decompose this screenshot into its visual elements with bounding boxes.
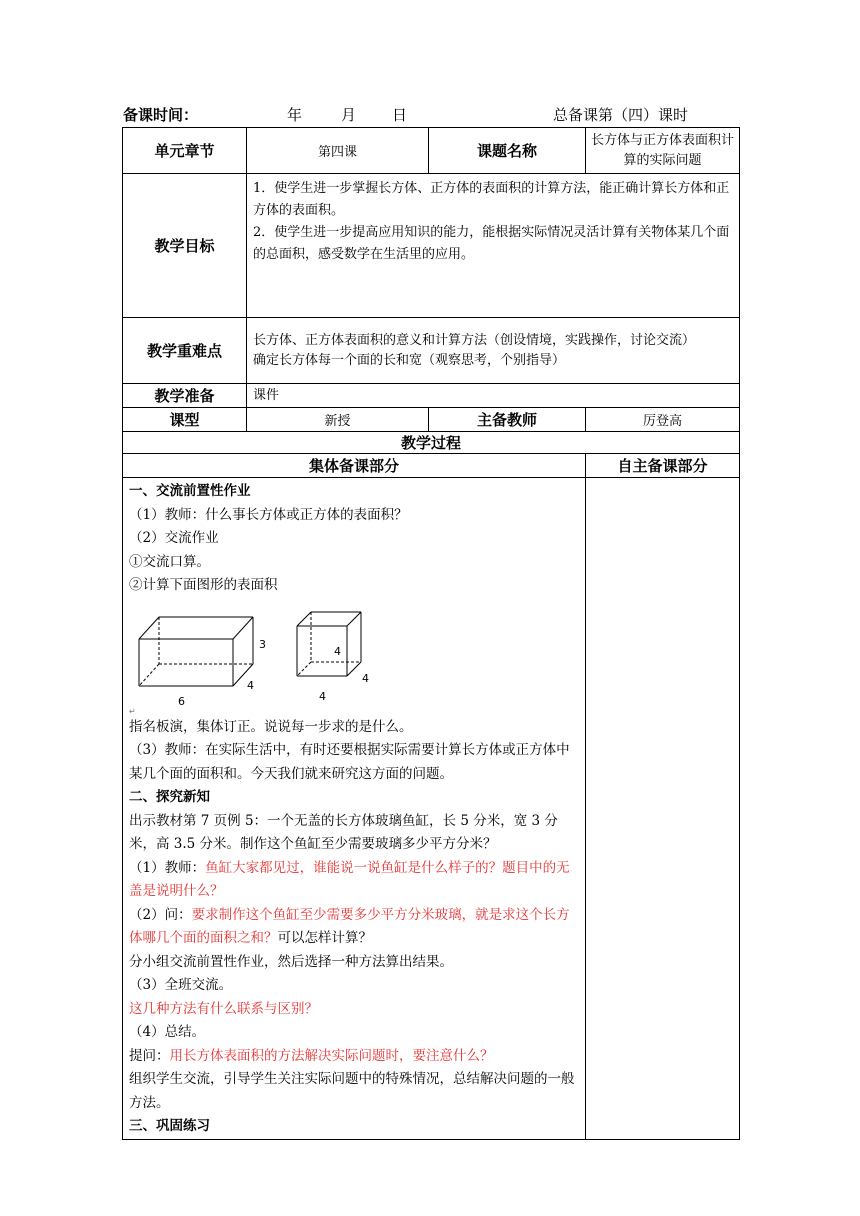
group-prep-content [123, 478, 586, 1140]
prep-label: 教学准备 [123, 384, 247, 408]
cuboid-width-label: 4 [247, 678, 254, 692]
unit-label: 单元章节 [123, 128, 247, 174]
s2-line-7: （4）总结。 [129, 1024, 206, 1040]
s2-line-2 [129, 857, 579, 904]
month-label: 月 [341, 106, 357, 124]
s1-line-6: （3）教师：在实际生活中，有时还要根据实际需要计算长方体或正方体中某几个面的面积和。今天我们就来研究这方面的问题。 [129, 742, 570, 782]
s2-line-1: 出示教材第 7 页例 5：一个无盖的长方体玻璃鱼缸，长 5 分米，宽 3 分米，高 3.5 分米。制作这个鱼缸至少需要玻璃多少平方分米？ [129, 812, 558, 852]
s2-line-6: 这几种方法有什么联系与区别？ [129, 1000, 318, 1017]
lesson-total: 总备课第（四）课时 [553, 106, 689, 124]
s2-line-3-prefix: （2）问： [129, 906, 192, 923]
cube-side-label: 4 [362, 671, 369, 685]
unit-value: 第四课 [247, 128, 429, 174]
s2-line-5: （3）全班交流。 [129, 977, 233, 993]
s2-line-2-prefix: （1）教师： [129, 859, 206, 876]
s1-line-4: ②计算下面图形的表面积 [129, 577, 278, 593]
section-2-title: 二、探究新知 [129, 789, 210, 805]
section-1-title: 一、交流前置性作业 [129, 483, 251, 499]
cube-figure [297, 612, 361, 676]
key-point-1: 长方体、正方体表面积的意义和计算方法（创设情境，实践操作，讨论交流） [253, 332, 696, 348]
group-prep-label: 集体备课部分 [123, 454, 586, 478]
s2-line-8 [129, 1045, 579, 1069]
key-point-2: 确定长方体每一个面的长和宽（观察思考，个别指导） [253, 352, 566, 368]
day-label: 日 [392, 106, 408, 124]
type-value: 新授 [247, 408, 429, 432]
cuboid-height-label: 3 [259, 637, 266, 651]
year-label: 年 [287, 106, 303, 124]
paragraph-mark: ↵ [129, 706, 136, 716]
goal-2: 2．使学生进一步提高应用知识的能力，能根据实际情况灵活计算有关物体某几个面的总面积，感受数学在生活里的应用。 [253, 225, 730, 262]
key-points-label: 教学重难点 [123, 318, 247, 384]
s2-line-3 [129, 904, 579, 951]
process-label: 教学过程 [123, 432, 740, 454]
s1-line-2: （2）交流作业 [129, 530, 219, 546]
teacher-value: 厉登高 [586, 408, 740, 432]
s1-line-1: （1）教师：什么事长方体或正方体的表面积？ [129, 506, 408, 523]
self-prep-content [586, 478, 740, 1140]
s2-line-4: 分小组交流前置性作业，然后选择一种方法算出结果。 [129, 953, 453, 970]
page-header [123, 104, 739, 126]
topic-label: 课题名称 [429, 128, 586, 174]
solid-figures [129, 598, 579, 716]
prep-time-label: 备课时间： [123, 106, 199, 124]
s2-line-3-question: 要求制作这个鱼缸至少需要多少平方分米玻璃，就是求这个长方体哪几个面的面积之和？ [129, 906, 570, 946]
section-3-title: 三、巩固练习 [129, 1118, 210, 1134]
lesson-plan-table [122, 127, 740, 1140]
s2-line-8-question: 用长方体表面积的方法解决实际问题时，要注意什么？ [169, 1047, 494, 1064]
key-points-cell [247, 318, 740, 384]
prep-value: 课件 [247, 384, 740, 408]
cuboid-figure [139, 617, 253, 686]
s2-line-9: 组织学生交流，引导学生关注实际问题中的特殊情况，总结解决问题的一般方法。 [129, 1071, 575, 1111]
figures-svg [129, 598, 389, 716]
self-prep-label: 自主备课部分 [586, 454, 740, 478]
cuboid-length-label: 6 [178, 694, 185, 708]
goals-cell [247, 174, 740, 318]
cube-inner-label: 4 [334, 644, 341, 658]
s1-line-3: ①交流口算。 [129, 553, 210, 570]
s2-line-8-prefix: 提问： [129, 1047, 170, 1064]
type-label: 课型 [123, 408, 247, 432]
teacher-label: 主备教师 [429, 408, 586, 432]
goals-label: 教学目标 [123, 174, 247, 318]
goal-1: 1．使学生进一步掌握长方体、正方体的表面积的计算方法，能正确计算长方体和正方体的表面积。 [253, 181, 730, 218]
topic-value: 长方体与正方体表面积计算的实际问题 [586, 128, 740, 174]
s2-line-3-suffix: 可以怎样计算？ [277, 930, 372, 946]
s2-line-2-question: 鱼缸大家都见过，谁能说一说鱼缸是什么样子的？题目中的无盖是说明什么？ [129, 859, 570, 899]
s1-line-5: 指名板演，集体订正。说说每一步求的是什么。 [129, 718, 413, 735]
cube-bottom-label: 4 [319, 689, 326, 703]
